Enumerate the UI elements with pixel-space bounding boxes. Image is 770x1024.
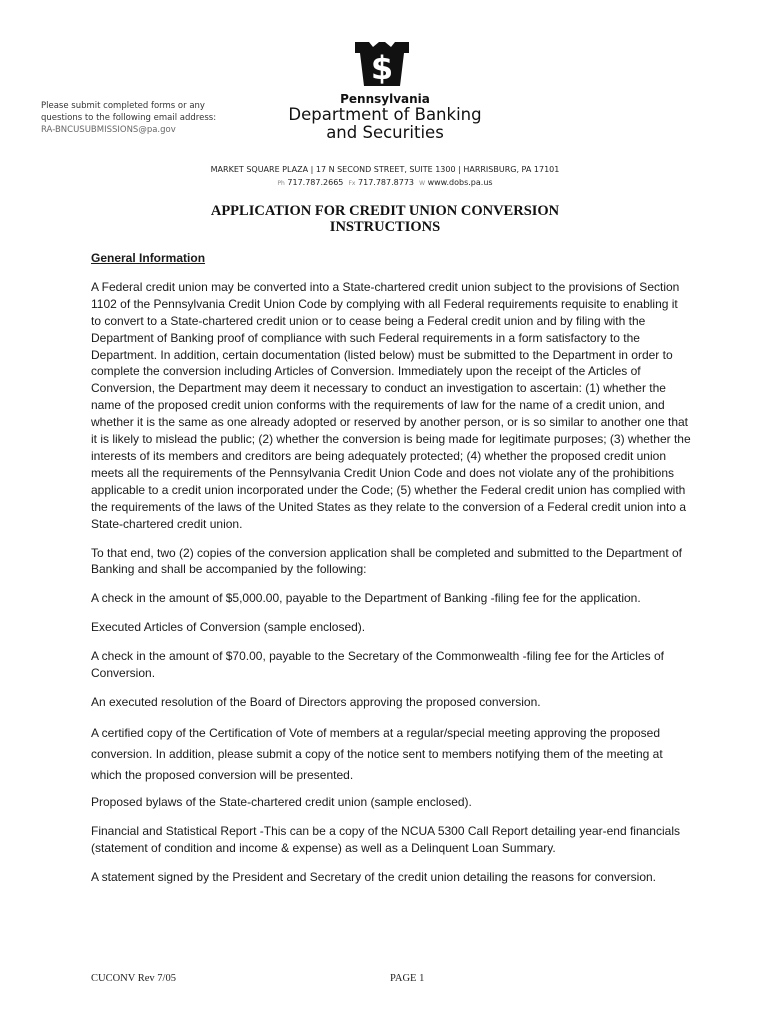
agency-dept-line-2: and Securities xyxy=(326,123,444,142)
requirement-articles: Executed Articles of Conversion (sample enclosed). xyxy=(91,620,366,635)
paragraph-submission: To that end, two (2) copies of the conversion application shall be completed and submitted to the Department of Banking and shall be accompanied by the following: xyxy=(91,545,683,577)
requirement-member-vote: A certified copy of the Certification of Vote of members at a regular/special meeting approving the proposed conversion. In addition, please submit a copy of the notice sent to members notifying them of the meeting at which the proposed conversion will be presented. xyxy=(91,725,663,782)
section-heading: General Information xyxy=(91,251,206,265)
requirement-bylaws: Proposed bylaws of the State-chartered credit union (sample enclosed). xyxy=(91,794,472,809)
agency-state: Pennsylvania xyxy=(340,92,430,106)
website-link[interactable]: www.dobs.pa.us xyxy=(427,178,493,187)
title-line-2: INSTRUCTIONS xyxy=(329,219,441,235)
agency-name xyxy=(270,92,500,142)
contact-line xyxy=(0,176,770,190)
submission-notice xyxy=(41,100,256,136)
svg-text:$: $ xyxy=(370,49,394,87)
title-line-1: APPLICATION FOR CREDIT UNION CONVERSION xyxy=(210,203,560,219)
requirement-financial-report: Financial and Statistical Report -This can be a copy of the NCUA 5300 Call Report detailing year-end financials (statement of condition and income & expense) as well as a Delinquent Loan Summary. xyxy=(91,823,680,855)
phone-label: Ph xyxy=(277,180,285,187)
notice-line-2: questions to the following email address: xyxy=(41,113,217,123)
fax-number: 717.787.8773 xyxy=(358,178,415,187)
requirement-statement: A statement signed by the President and Secretary of the credit union detailing the reasons for conversion. xyxy=(91,869,657,884)
page-title xyxy=(150,203,620,235)
requirement-application-fee: A check in the amount of $5,000.00, payable to the Department of Banking -filing fee for the application. xyxy=(91,591,641,606)
submission-email-link[interactable]: RA-BNCUSUBMISSIONS@pa.gov xyxy=(41,125,176,135)
requirement-board-resolution: An executed resolution of the Board of Directors approving the proposed conversion. xyxy=(91,694,541,709)
keystone-dollar-icon xyxy=(352,40,412,90)
document-body xyxy=(91,250,691,897)
street-address: MARKET SQUARE PLAZA | 17 N SECOND STREET, SUITE 1300 | HARRISBURG, PA 17101 xyxy=(210,165,560,174)
fax-label: Fx xyxy=(348,180,356,187)
agency-address-block xyxy=(0,163,770,190)
web-label: W xyxy=(419,180,426,187)
phone-number: 717.787.2665 xyxy=(287,178,344,187)
notice-line-1: Please submit completed forms or any xyxy=(41,101,205,111)
form-code: CUCONV Rev 7/05 xyxy=(91,973,176,984)
paragraph-intro: A Federal credit union may be converted into a State-chartered credit union subject to the provisions of Section 1102 of the Pennsylvania Credit Union Code by complying with all Federal requirements requisite to enabling it to convert to a State-chartered credit union or to cease being a Federal credit union and by filing with the Department of Banking proof of compliance with such Federal requirements in a form satisfactory to the Department. In addition, certain documentation (listed below) must be submitted to the Department in order to complete the conversion including Articles of Conversion. Immediately upon the receipt of the Articles of Conversion, the Department may deem it necessary to conduct an investigation to ascertain: (1) whether the name of the proposed credit union conforms with the requirements of law for the name of a credit union, and whether it is the same as one already adopted or reserved by another person, or is so similar to another one that it is likely to mislead the public; (2) whether the conversion is being made for legitimate purposes; (3) whether the interests of its members and creditors are being adequately protected; (4) whether the proposed credit union meets all the requirements of the Pennsylvania Credit Union Code and does not violate any of the prohibitions applicable to a credit union incorporated under the Code; (5) whether the Federal credit union has complied with the requirements of the laws of the United States as they relate to the conversion of a Federal credit union into a State-chartered credit union. xyxy=(91,279,691,531)
page-number: PAGE 1 xyxy=(390,973,425,984)
agency-dept-line-1: Department of Banking xyxy=(288,105,482,124)
requirement-articles-fee: A check in the amount of $70.00, payable to the Secretary of the Commonwealth -filing fee for the Articles of Conversion. xyxy=(91,649,664,681)
